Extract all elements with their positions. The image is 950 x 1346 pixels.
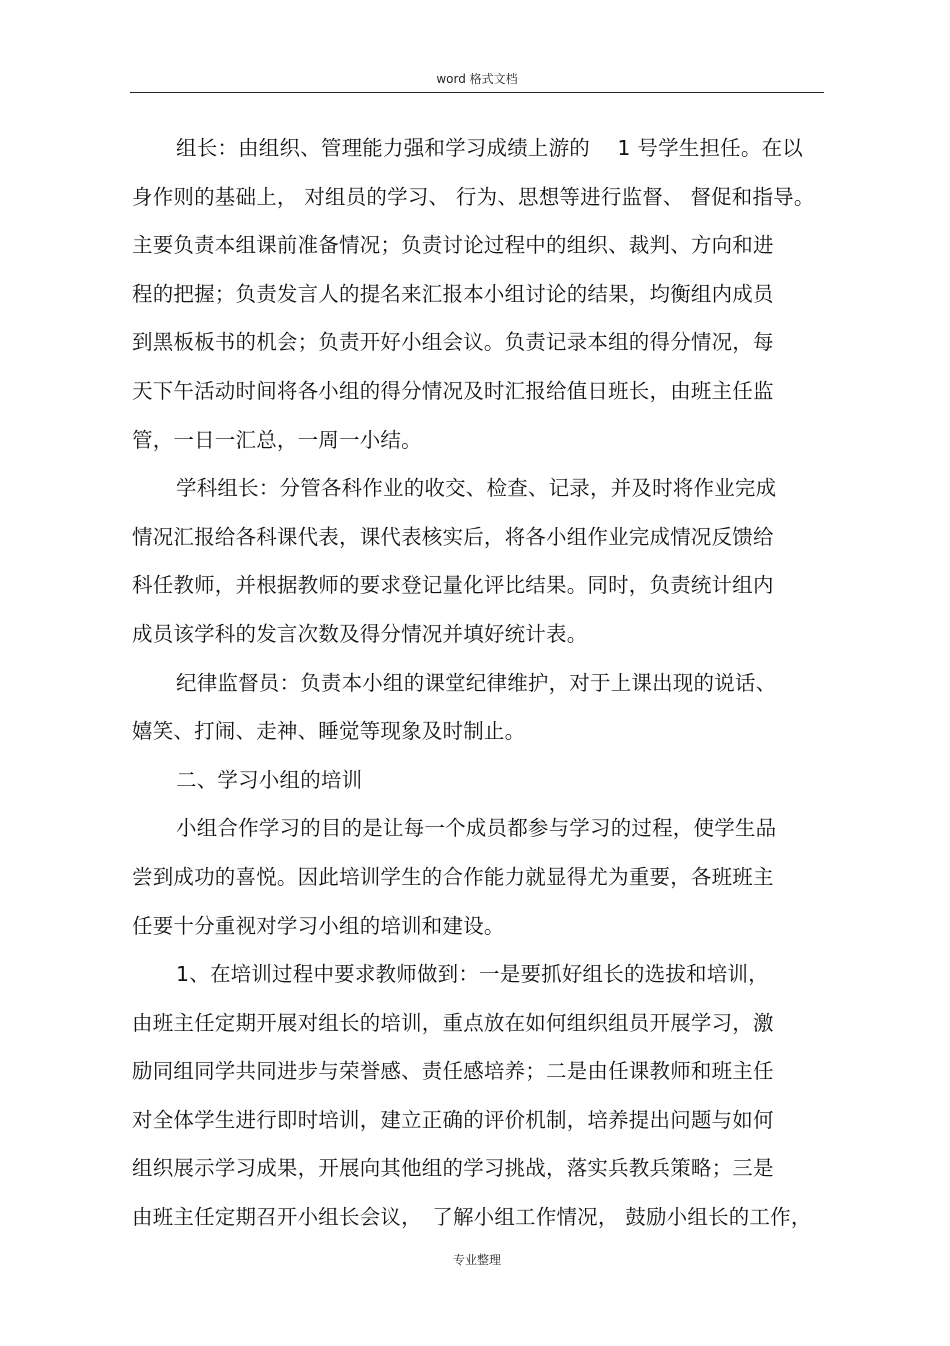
text-line: 身作则的基础上， 对组员的学习、 行为、思想等进行监督、 督促和指导。 (132, 184, 815, 209)
text-line: 由班主任定期召开小组长会议， 了解小组工作情况， 鼓励小组长的工作， (132, 1205, 812, 1230)
document-body (132, 124, 832, 1242)
text-line: 励同组同学共同进步与荣誉感、责任感培养；二是由任课教师和班主任 (132, 1059, 774, 1084)
text-line: 任要十分重视对学习小组的培训和建设。 (132, 913, 505, 938)
text-line: 成员该学科的发言次数及得分情况并填好统计表。 (132, 621, 588, 646)
text-line: 程的把握；负责发言人的提名来汇报本小组讨论的结果，均衡组内成员 (132, 281, 774, 306)
text-line: 情况汇报给各科课代表，课代表核实后，将各小组作业完成情况反馈给 (132, 524, 774, 549)
text-line: 天下午活动时间将各小组的得分情况及时汇报给值日班长，由班主任监 (132, 378, 774, 403)
text-line: 到黑板板书的机会；负责开好小组会议。负责记录本组的得分情况，每 (132, 330, 774, 355)
text-line: 管，一日一汇总，一周一小结。 (132, 427, 422, 452)
text-line: 尝到成功的喜悦。因此培训学生的合作能力就显得尤为重要，各班班主 (132, 864, 774, 889)
text-line: 组长：由组织、管理能力强和学习成绩上游的 1 号学生担任。在以 (176, 136, 803, 160)
text-line: 组织展示学习成果，开展向其他组的学习挑战，落实兵教兵策略；三是 (132, 1156, 774, 1181)
header-title: word 格式文档 (436, 72, 518, 86)
text-line: 1、在培训过程中要求教师做到：一是要抓好组长的选拔和培训， (176, 962, 769, 987)
text-line: 嬉笑、打闹、走神、睡觉等现象及时制止。 (132, 719, 526, 744)
text-line: 由班主任定期开展对组长的培训，重点放在如何组织组员开展学习，激 (132, 1010, 774, 1035)
text-line: 对全体学生进行即时培训，建立正确的评价机制，培养提出问题与如何 (132, 1107, 774, 1132)
page-footer: 专业整理 (452, 1253, 501, 1267)
text-line: 小组合作学习的目的是让每一个成员都参与学习的过程，使学生品 (176, 816, 777, 841)
text-line: 学科组长：分管各科作业的收交、检查、记录，并及时将作业完成 (176, 476, 777, 501)
text-line: 科任教师，并根据教师的要求登记量化评比结果。同时，负责统计组内 (132, 573, 774, 598)
text-line: 纪律监督员：负责本小组的课堂纪律维护，对于上课出现的说话、 (176, 670, 777, 695)
text-line: 主要负责本组课前准备情况；负责讨论过程中的组织、裁判、方向和进 (132, 233, 774, 258)
page-header (130, 68, 824, 93)
section-heading: 二、学习小组的培训 (176, 767, 363, 792)
